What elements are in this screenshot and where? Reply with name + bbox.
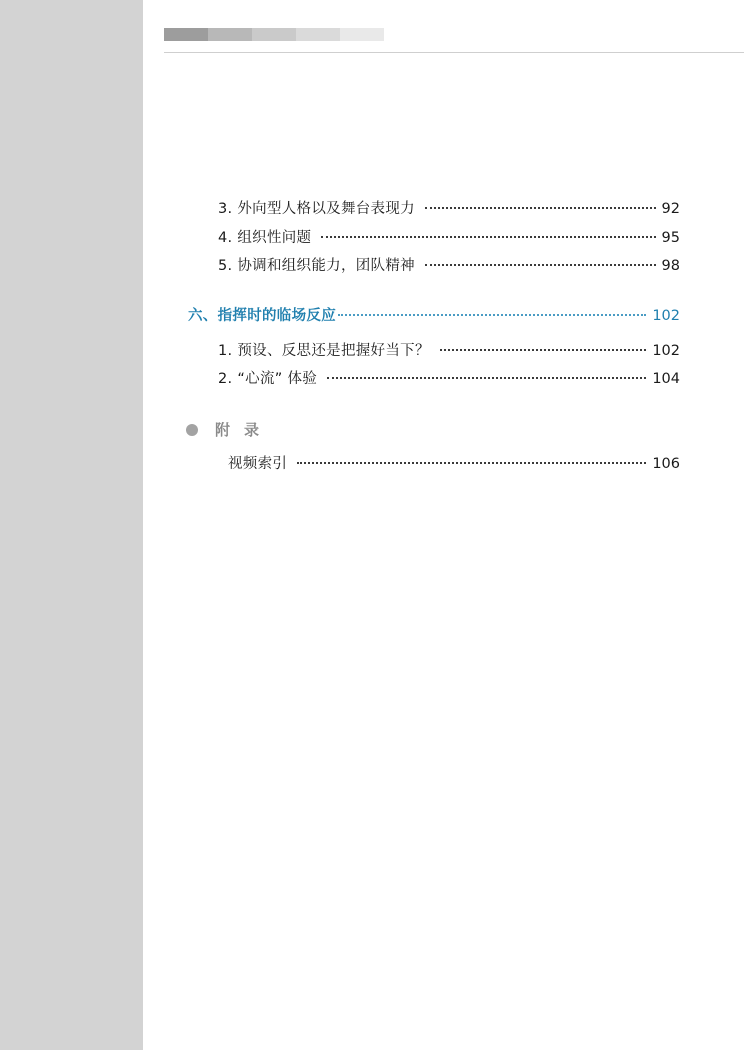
toc-entry-label: 5. 协调和组织能力，团队精神 [218,258,415,274]
bullet-circle-icon [186,424,198,436]
toc-leader-dots [297,462,646,464]
toc-entry-page: 98 [661,258,680,274]
toc-entry[interactable] [228,452,680,476]
toc-leader-dots [425,264,656,266]
header-bar-segment [340,28,384,41]
toc-entry-page: 92 [661,201,680,217]
toc-entry-page: 104 [652,371,680,387]
appendix-heading [186,419,273,440]
toc-leader-dots [440,349,647,351]
header-bar-segment [208,28,252,41]
toc-leader-dots [425,207,656,209]
header-bar-segment [296,28,340,41]
toc-entry[interactable] [218,226,680,250]
header-bar-segment [164,28,208,41]
toc-entry-label: 3. 外向型人格以及舞台表现力 [218,201,415,217]
toc-chapter-page: 102 [652,308,680,324]
toc-entry[interactable] [218,339,680,363]
toc-entry-page: 102 [652,343,680,359]
toc-entry-page: 95 [661,230,680,246]
toc-leader-dots [338,314,646,316]
header-bar-segment [252,28,296,41]
toc-entry[interactable] [218,254,680,278]
toc-entry-label: 4. 组织性问题 [218,230,312,246]
toc-chapter-heading[interactable] [188,304,680,328]
toc-entry[interactable] [218,367,680,391]
toc-leader-dots [327,377,646,379]
page-left-margin [0,0,143,1050]
header-gradient-bar [164,28,384,41]
toc-entry-page: 106 [652,456,680,472]
toc-entry-label: 视频索引 [228,456,288,472]
header-rule [164,52,744,53]
toc-entry-label: 1. 预设、反思还是把握好当下？ [218,343,430,359]
toc-chapter-label: 六、指挥时的临场反应 [188,308,336,324]
toc-leader-dots [321,236,655,238]
toc-entry-label: 2. “心流” 体验 [218,371,318,387]
toc-entry[interactable] [218,197,680,221]
appendix-heading-label: 附录 [215,421,274,439]
